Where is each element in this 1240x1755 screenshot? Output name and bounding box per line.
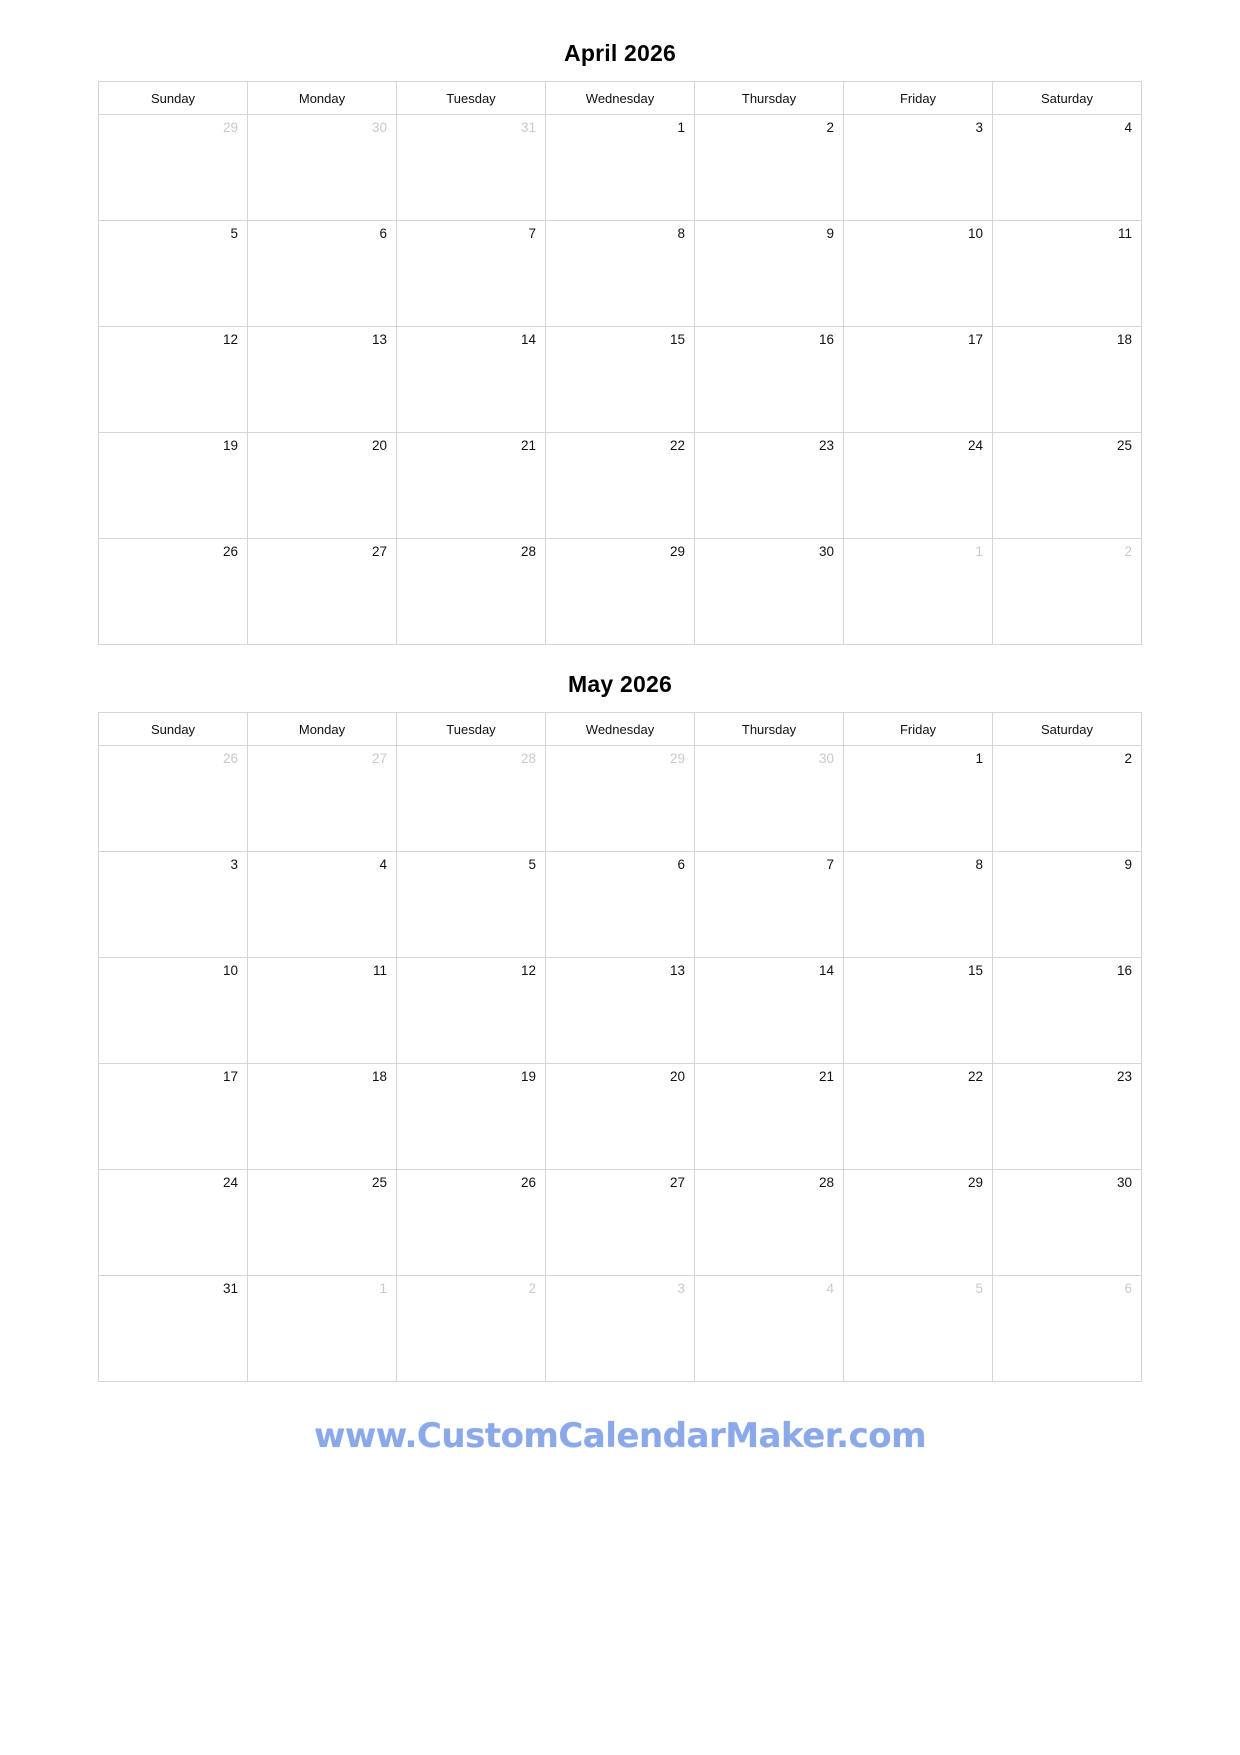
- calendar-week-row: [99, 433, 1142, 539]
- calendar-day-cell[interactable]: 22: [546, 433, 695, 539]
- calendar-day-cell[interactable]: 19: [99, 433, 248, 539]
- calendar-day-cell-outside[interactable]: 30: [248, 115, 397, 221]
- calendar-day-cell[interactable]: 17: [844, 327, 993, 433]
- calendar-day-cell[interactable]: 12: [397, 958, 546, 1064]
- calendar-day-cell[interactable]: 21: [397, 433, 546, 539]
- calendar-day-cell[interactable]: 14: [695, 958, 844, 1064]
- calendar-day-cell[interactable]: 20: [546, 1064, 695, 1170]
- calendar-day-cell[interactable]: 8: [546, 221, 695, 327]
- calendar-day-cell[interactable]: 16: [695, 327, 844, 433]
- calendar-day-cell[interactable]: 16: [993, 958, 1142, 1064]
- calendar-day-cell[interactable]: 9: [695, 221, 844, 327]
- weekday-header-thursday: Thursday: [695, 713, 844, 746]
- calendar-day-cell[interactable]: 4: [993, 115, 1142, 221]
- calendar-day-cell[interactable]: 20: [248, 433, 397, 539]
- month-block-april: [38, 40, 1202, 645]
- calendar-day-cell-outside[interactable]: 26: [99, 746, 248, 852]
- calendar-day-cell[interactable]: 26: [397, 1170, 546, 1276]
- calendar-week-row: [99, 221, 1142, 327]
- calendar-day-cell[interactable]: 5: [99, 221, 248, 327]
- weekday-header-saturday: Saturday: [993, 82, 1142, 115]
- calendar-day-cell[interactable]: 21: [695, 1064, 844, 1170]
- calendar-day-cell-outside[interactable]: 6: [993, 1276, 1142, 1382]
- calendar-day-cell[interactable]: 13: [248, 327, 397, 433]
- calendar-day-cell[interactable]: 8: [844, 852, 993, 958]
- calendar-day-cell[interactable]: 10: [844, 221, 993, 327]
- calendar-day-cell-outside[interactable]: 29: [99, 115, 248, 221]
- calendar-day-cell[interactable]: 7: [397, 221, 546, 327]
- month-block-may: [38, 671, 1202, 1382]
- weekday-header-friday: Friday: [844, 82, 993, 115]
- month-title: April 2026: [564, 40, 676, 66]
- calendar-day-cell[interactable]: 10: [99, 958, 248, 1064]
- calendar-day-cell[interactable]: 26: [99, 539, 248, 645]
- weekday-header-row: [99, 713, 1142, 746]
- calendar-day-cell[interactable]: 2: [993, 746, 1142, 852]
- calendar-week-row: [99, 958, 1142, 1064]
- calendar-day-cell[interactable]: 30: [695, 539, 844, 645]
- calendar-day-cell[interactable]: 27: [248, 539, 397, 645]
- calendar-week-row: [99, 115, 1142, 221]
- weekday-header-friday: Friday: [844, 713, 993, 746]
- calendar-day-cell[interactable]: 4: [248, 852, 397, 958]
- footer: [38, 1416, 1202, 1456]
- calendar-day-cell-outside[interactable]: 1: [248, 1276, 397, 1382]
- calendar-day-cell[interactable]: 15: [844, 958, 993, 1064]
- calendar-table-april: [98, 81, 1142, 645]
- calendar-day-cell-outside[interactable]: 4: [695, 1276, 844, 1382]
- calendar-day-cell-outside[interactable]: 30: [695, 746, 844, 852]
- calendar-table-may: [98, 712, 1142, 1382]
- calendar-day-cell[interactable]: 19: [397, 1064, 546, 1170]
- weekday-header-tuesday: Tuesday: [397, 713, 546, 746]
- calendar-day-cell-outside[interactable]: 2: [993, 539, 1142, 645]
- calendar-day-cell-outside[interactable]: 1: [844, 539, 993, 645]
- calendar-day-cell[interactable]: 9: [993, 852, 1142, 958]
- calendar-day-cell-outside[interactable]: 31: [397, 115, 546, 221]
- calendar-day-cell[interactable]: 1: [844, 746, 993, 852]
- calendar-day-cell[interactable]: 18: [993, 327, 1142, 433]
- calendar-day-cell[interactable]: 11: [248, 958, 397, 1064]
- calendar-day-cell[interactable]: 14: [397, 327, 546, 433]
- calendar-week-row: [99, 746, 1142, 852]
- calendar-day-cell[interactable]: 25: [993, 433, 1142, 539]
- calendar-week-row: [99, 852, 1142, 958]
- weekday-header-sunday: Sunday: [99, 713, 248, 746]
- calendar-day-cell[interactable]: 18: [248, 1064, 397, 1170]
- calendar-day-cell[interactable]: 22: [844, 1064, 993, 1170]
- weekday-header-wednesday: Wednesday: [546, 713, 695, 746]
- calendar-day-cell-outside[interactable]: 5: [844, 1276, 993, 1382]
- calendar-day-cell[interactable]: 29: [844, 1170, 993, 1276]
- calendar-day-cell[interactable]: 5: [397, 852, 546, 958]
- calendar-week-row: [99, 1170, 1142, 1276]
- calendar-day-cell[interactable]: 28: [695, 1170, 844, 1276]
- weekday-header-monday: Monday: [248, 82, 397, 115]
- calendar-day-cell[interactable]: 23: [993, 1064, 1142, 1170]
- month-title: May 2026: [568, 671, 672, 697]
- calendar-day-cell[interactable]: 6: [248, 221, 397, 327]
- calendar-week-row: [99, 1064, 1142, 1170]
- weekday-header-tuesday: Tuesday: [397, 82, 546, 115]
- calendar-week-row: [99, 327, 1142, 433]
- calendar-day-cell-outside[interactable]: 2: [397, 1276, 546, 1382]
- calendar-day-cell-outside[interactable]: 27: [248, 746, 397, 852]
- weekday-header-monday: Monday: [248, 713, 397, 746]
- weekday-header-row: [99, 82, 1142, 115]
- calendar-week-row: [99, 1276, 1142, 1382]
- weekday-header-wednesday: Wednesday: [546, 82, 695, 115]
- calendar-day-cell[interactable]: 17: [99, 1064, 248, 1170]
- calendar-day-cell[interactable]: 3: [99, 852, 248, 958]
- calendar-day-cell[interactable]: 23: [695, 433, 844, 539]
- calendar-day-cell[interactable]: 3: [844, 115, 993, 221]
- calendar-day-cell[interactable]: 25: [248, 1170, 397, 1276]
- calendar-day-cell[interactable]: 27: [546, 1170, 695, 1276]
- calendar-day-cell[interactable]: 29: [546, 539, 695, 645]
- calendar-day-cell[interactable]: 11: [993, 221, 1142, 327]
- calendar-day-cell[interactable]: 2: [695, 115, 844, 221]
- calendar-day-cell[interactable]: 15: [546, 327, 695, 433]
- calendar-day-cell[interactable]: 24: [844, 433, 993, 539]
- custom-calendar-maker-link[interactable]: www.CustomCalendarMaker.com: [313, 1416, 927, 1456]
- calendar-day-cell[interactable]: 7: [695, 852, 844, 958]
- calendar-day-cell[interactable]: 30: [993, 1170, 1142, 1276]
- calendar-day-cell-outside[interactable]: 28: [397, 746, 546, 852]
- calendar-day-cell[interactable]: 28: [397, 539, 546, 645]
- calendar-day-cell[interactable]: 31: [99, 1276, 248, 1382]
- calendar-day-cell[interactable]: 6: [546, 852, 695, 958]
- weekday-header-sunday: Sunday: [99, 82, 248, 115]
- weekday-header-thursday: Thursday: [695, 82, 844, 115]
- calendar-day-cell[interactable]: 13: [546, 958, 695, 1064]
- calendar-day-cell[interactable]: 1: [546, 115, 695, 221]
- calendar-day-cell[interactable]: 12: [99, 327, 248, 433]
- weekday-header-saturday: Saturday: [993, 713, 1142, 746]
- calendar-day-cell-outside[interactable]: 29: [546, 746, 695, 852]
- calendar-day-cell-outside[interactable]: 3: [546, 1276, 695, 1382]
- calendar-week-row: [99, 539, 1142, 645]
- calendar-day-cell[interactable]: 24: [99, 1170, 248, 1276]
